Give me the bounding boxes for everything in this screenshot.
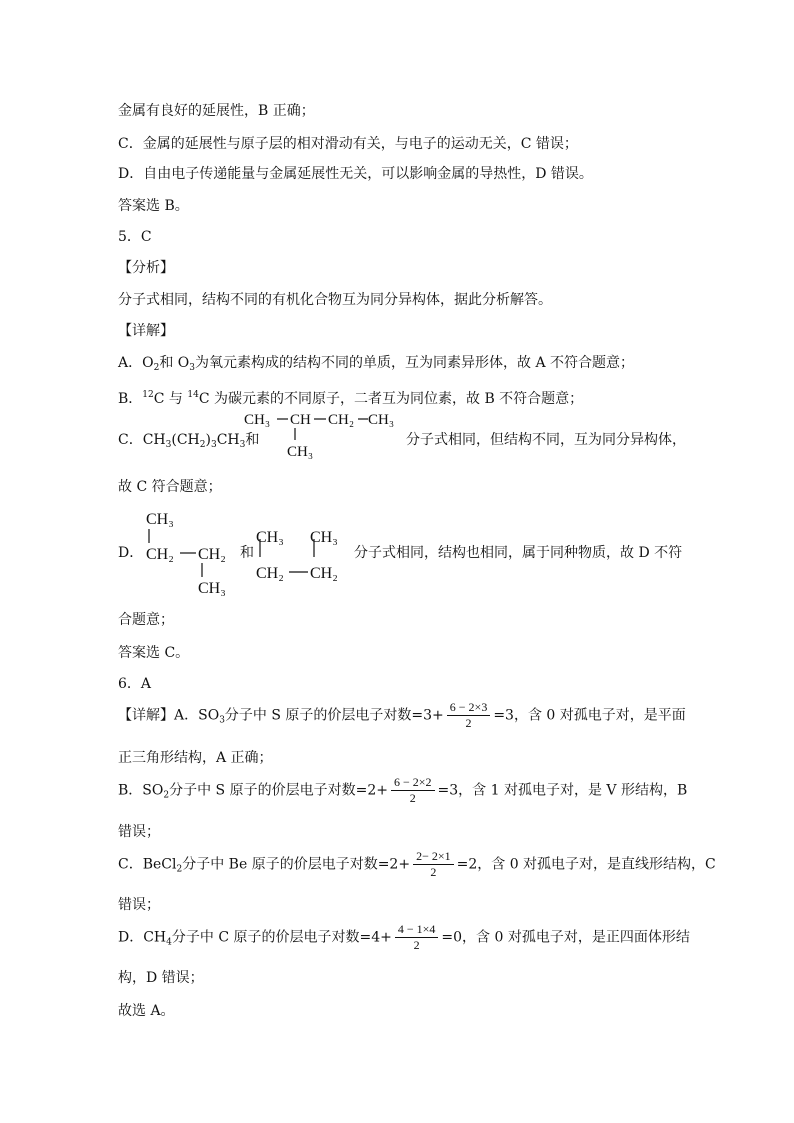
struct-c-main-1: CH₃	[244, 412, 271, 428]
butane-structure-1	[140, 505, 252, 599]
fraction: $\frac{6 - 2\times 2}{2}$	[391, 775, 435, 806]
struct-d1-bottom: CH₃	[198, 580, 226, 597]
detail-tag: 【详解】	[118, 323, 174, 339]
q6-option-d-cont: 构，D 错误；	[118, 970, 204, 986]
q5-option-b: B．$^{12}$C 与 $^{14}$C 为碳元素的不同原子，二者互为同位素，故 B 不符合题意；	[118, 390, 584, 407]
struct-d1-left: CH₂	[146, 546, 174, 563]
q6-option-d: D．$CH_4$分子中 C 原子的价层电子对数=4+ $\frac{4 - 1\times 4}{2}$ =0，含 0 对孤电子对，是正四面体形结	[118, 922, 690, 952]
q6-option-c-cont: 错误；	[118, 897, 160, 913]
q6-option-a: 【详解】A．$SO_3$分子中 S 原子的价层电子对数=3+ $\frac{6 - 2\times 3}{2}$ =3，含 0 对孤电子对，是平面	[118, 700, 686, 730]
q6-option-a-cont: 正三角形结构，A 正确；	[118, 750, 273, 766]
q5-option-d-label: D．	[118, 545, 144, 561]
q6-answer: 故选 A。	[118, 1003, 175, 1019]
q5-option-a: A．$O_2$和 $O_3$为氧元素构成的结构不同的单质，互为同素异形体，故 A 不符合题意；	[118, 355, 635, 373]
struct-d2-top1: CH₃	[256, 529, 284, 546]
analysis-tag: 【分析】	[118, 260, 174, 276]
and-word: 和	[240, 545, 254, 561]
paragraph: 金属有良好的延展性，B 正确；	[118, 103, 315, 119]
fraction: $\frac{2- 2\times 1}{2}$	[413, 849, 454, 880]
question-5-number: 5．C	[118, 229, 152, 245]
answer-line: 答案选 B。	[118, 198, 189, 214]
q5-option-d-tail: 分子式相同，结构也相同，属于同种物质，故 D 不符	[354, 545, 683, 561]
isopentane-structure	[240, 406, 400, 462]
q6-option-c: C．BeCl$_2$分子中 Be 原子的价层电子对数=2+ $\frac{2- 2\times 1}{2}$ =2，含 0 对孤电子对，是直线形结构，C	[118, 849, 716, 879]
struct-c-branch: CH₃	[287, 444, 314, 460]
butane-structure-2	[252, 523, 352, 587]
struct-c-main-4: CH₃	[368, 412, 395, 428]
struct-d1-right: CH₂	[198, 546, 226, 563]
struct-d2-right: CH₂	[310, 565, 338, 582]
question-6-number: 6．A	[118, 676, 152, 692]
q5-option-d-cont: 合题意；	[118, 612, 174, 628]
option-c-explanation: C．金属的延展性与原子层的相对滑动有关，与电子的运动无关，C 错误；	[118, 136, 578, 152]
q5-option-c-cont: 故 C 符合题意；	[118, 479, 222, 495]
q5-option-c: C．$CH_3(CH_2)_3CH_3$和	[118, 432, 260, 450]
struct-c-main-3: CH₂	[328, 412, 355, 428]
struct-d2-left: CH₂	[256, 565, 284, 582]
option-d-explanation: D．自由电子传递能量与金属延展性无关，可以影响金属的导热性，D 错误。	[118, 166, 593, 182]
analysis-text: 分子式相同，结构不同的有机化合物互为同分异构体，据此分析解答。	[118, 292, 552, 308]
fraction: $\frac{6 - 2\times 3}{2}$	[447, 700, 491, 731]
struct-d2-top2: CH₃	[310, 529, 338, 546]
q5-answer: 答案选 C。	[118, 645, 190, 661]
q5-option-c-tail: 分子式相同，但结构不同，互为同分异构体，	[406, 432, 686, 448]
struct-d1-top: CH₃	[146, 511, 174, 528]
struct-c-main-2: CH	[290, 412, 311, 428]
fraction: $\frac{4 - 1\times 4}{2}$	[395, 922, 439, 953]
q6-option-b: B．$SO_2$分子中 S 原子的价层电子对数=2+ $\frac{6 - 2\times 2}{2}$ =3，含 1 对孤电子对，是 V 形结构，B	[118, 775, 688, 805]
q6-option-b-cont: 错误；	[118, 824, 160, 840]
